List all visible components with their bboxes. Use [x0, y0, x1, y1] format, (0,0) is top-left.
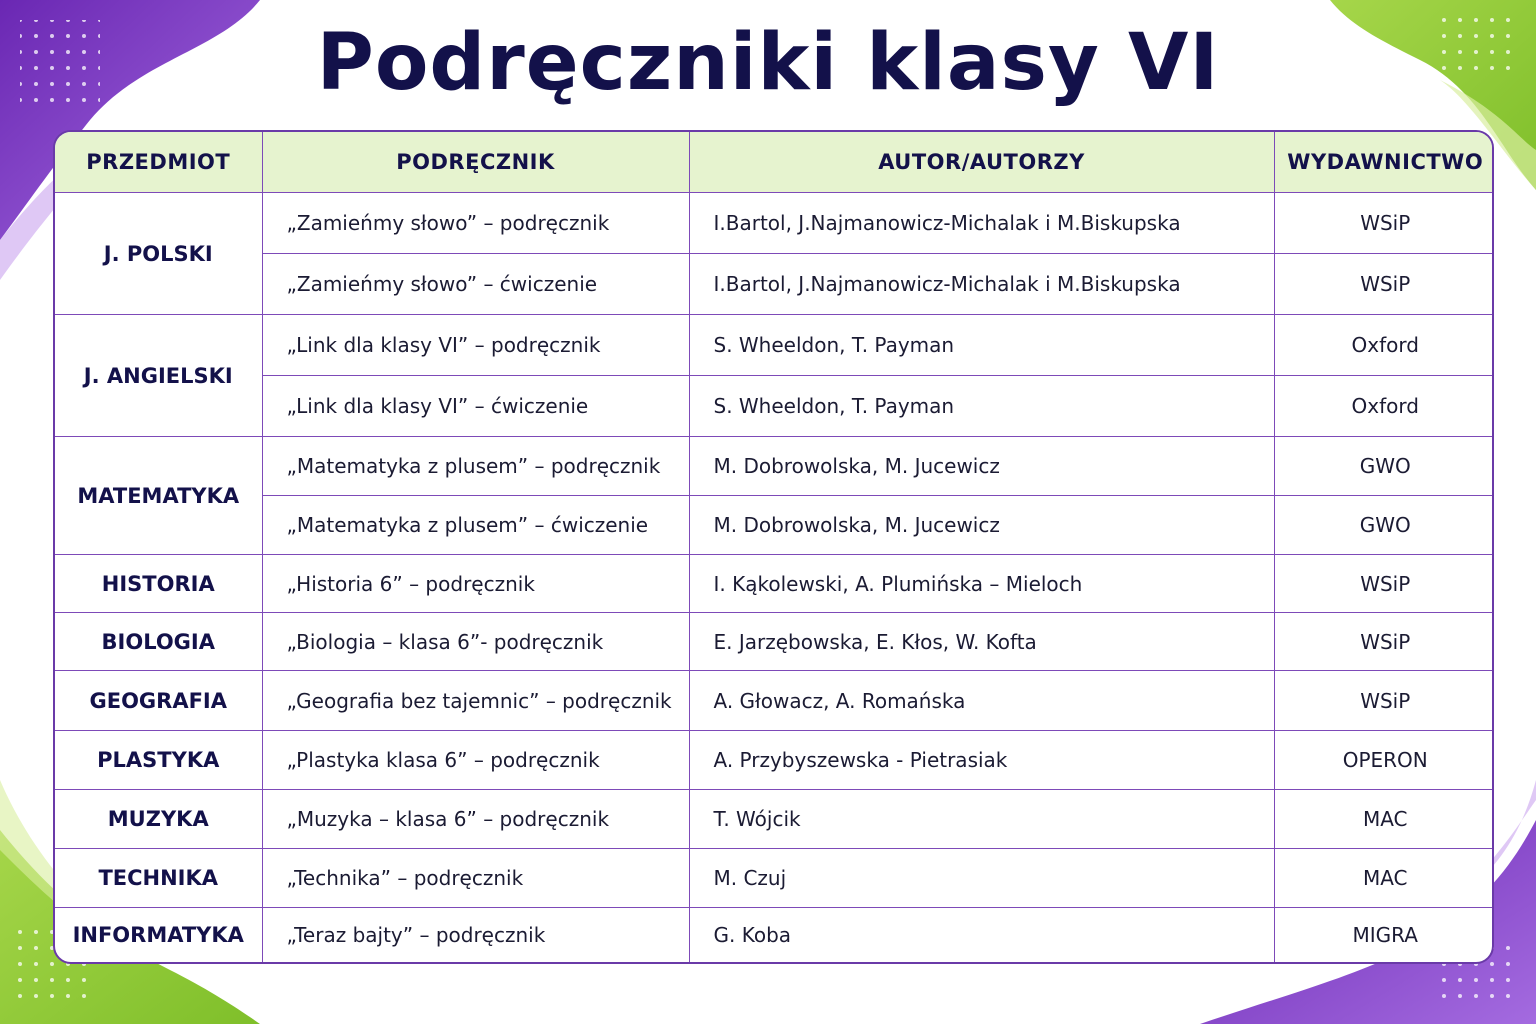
author-cell: G. Koba [689, 908, 1274, 963]
author-cell: S. Wheeldon, T. Payman [689, 376, 1274, 437]
author-cell: M. Czuj [689, 849, 1274, 908]
author-cell: S. Wheeldon, T. Payman [689, 315, 1274, 376]
subject-cell: J. ANGIELSKI [55, 315, 262, 437]
publisher-cell: Oxford [1274, 376, 1494, 437]
header-book: PODRĘCZNIK [262, 132, 689, 193]
subject-cell: PLASTYKA [55, 731, 262, 790]
table-header-row [55, 132, 1494, 193]
author-cell: I. Kąkolewski, A. Plumińska – Mieloch [689, 555, 1274, 613]
table-row [55, 193, 1494, 254]
publisher-cell: WSiP [1274, 613, 1494, 671]
publisher-cell: WSiP [1274, 555, 1494, 613]
page-title: Podręczniki klasy VI [316, 18, 1220, 108]
author-cell: A. Przybyszewska - Pietrasiak [689, 731, 1274, 790]
publisher-cell: OPERON [1274, 731, 1494, 790]
book-cell: „Historia 6” – podręcznik [262, 555, 689, 613]
publisher-cell: WSiP [1274, 671, 1494, 731]
book-cell: „Link dla klasy VI” – podręcznik [262, 315, 689, 376]
book-cell: „Geografia bez tajemnic” – podręcznik [262, 671, 689, 731]
publisher-cell: GWO [1274, 437, 1494, 496]
table-row [55, 496, 1494, 555]
subject-cell: TECHNIKA [55, 849, 262, 908]
header-author: AUTOR/AUTORZY [689, 132, 1274, 193]
book-cell: „Biologia – klasa 6”- podręcznik [262, 613, 689, 671]
book-cell: „Matematyka z plusem” – podręcznik [262, 437, 689, 496]
table-row [55, 376, 1494, 437]
table-row [55, 671, 1494, 731]
table-row [55, 731, 1494, 790]
author-cell: A. Głowacz, A. Romańska [689, 671, 1274, 731]
textbook-table-card [53, 130, 1494, 964]
author-cell: M. Dobrowolska, M. Jucewicz [689, 496, 1274, 555]
table-row [55, 315, 1494, 376]
book-cell: „Link dla klasy VI” – ćwiczenie [262, 376, 689, 437]
subject-cell: MATEMATYKA [55, 437, 262, 555]
publisher-cell: WSiP [1274, 254, 1494, 315]
table-row [55, 849, 1494, 908]
author-cell: M. Dobrowolska, M. Jucewicz [689, 437, 1274, 496]
book-cell: „Muzyka – klasa 6” – podręcznik [262, 790, 689, 849]
table-row [55, 437, 1494, 496]
table-row [55, 613, 1494, 671]
subject-cell: BIOLOGIA [55, 613, 262, 671]
publisher-cell: MAC [1274, 849, 1494, 908]
publisher-cell: MIGRA [1274, 908, 1494, 963]
publisher-cell: Oxford [1274, 315, 1494, 376]
book-cell: „Zamieńmy słowo” – podręcznik [262, 193, 689, 254]
table-row [55, 790, 1494, 849]
textbook-table [55, 132, 1494, 962]
book-cell: „Plastyka klasa 6” – podręcznik [262, 731, 689, 790]
publisher-cell: WSiP [1274, 193, 1494, 254]
author-cell: I.Bartol, J.Najmanowicz-Michalak i M.Biskupska [689, 193, 1274, 254]
header-publisher: WYDAWNICTWO [1274, 132, 1494, 193]
table-row [55, 254, 1494, 315]
book-cell: „Zamieńmy słowo” – ćwiczenie [262, 254, 689, 315]
book-cell: „Matematyka z plusem” – ćwiczenie [262, 496, 689, 555]
subject-cell: GEOGRAFIA [55, 671, 262, 731]
table-row [55, 908, 1494, 963]
author-cell: E. Jarzębowska, E. Kłos, W. Kofta [689, 613, 1274, 671]
publisher-cell: MAC [1274, 790, 1494, 849]
subject-cell: INFORMATYKA [55, 908, 262, 963]
table-row [55, 555, 1494, 613]
book-cell: „Teraz bajty” – podręcznik [262, 908, 689, 963]
publisher-cell: GWO [1274, 496, 1494, 555]
author-cell: I.Bartol, J.Najmanowicz-Michalak i M.Biskupska [689, 254, 1274, 315]
header-subject: PRZEDMIOT [55, 132, 262, 193]
book-cell: „Technika” – podręcznik [262, 849, 689, 908]
subject-cell: MUZYKA [55, 790, 262, 849]
author-cell: T. Wójcik [689, 790, 1274, 849]
subject-cell: HISTORIA [55, 555, 262, 613]
subject-cell: J. POLSKI [55, 193, 262, 315]
